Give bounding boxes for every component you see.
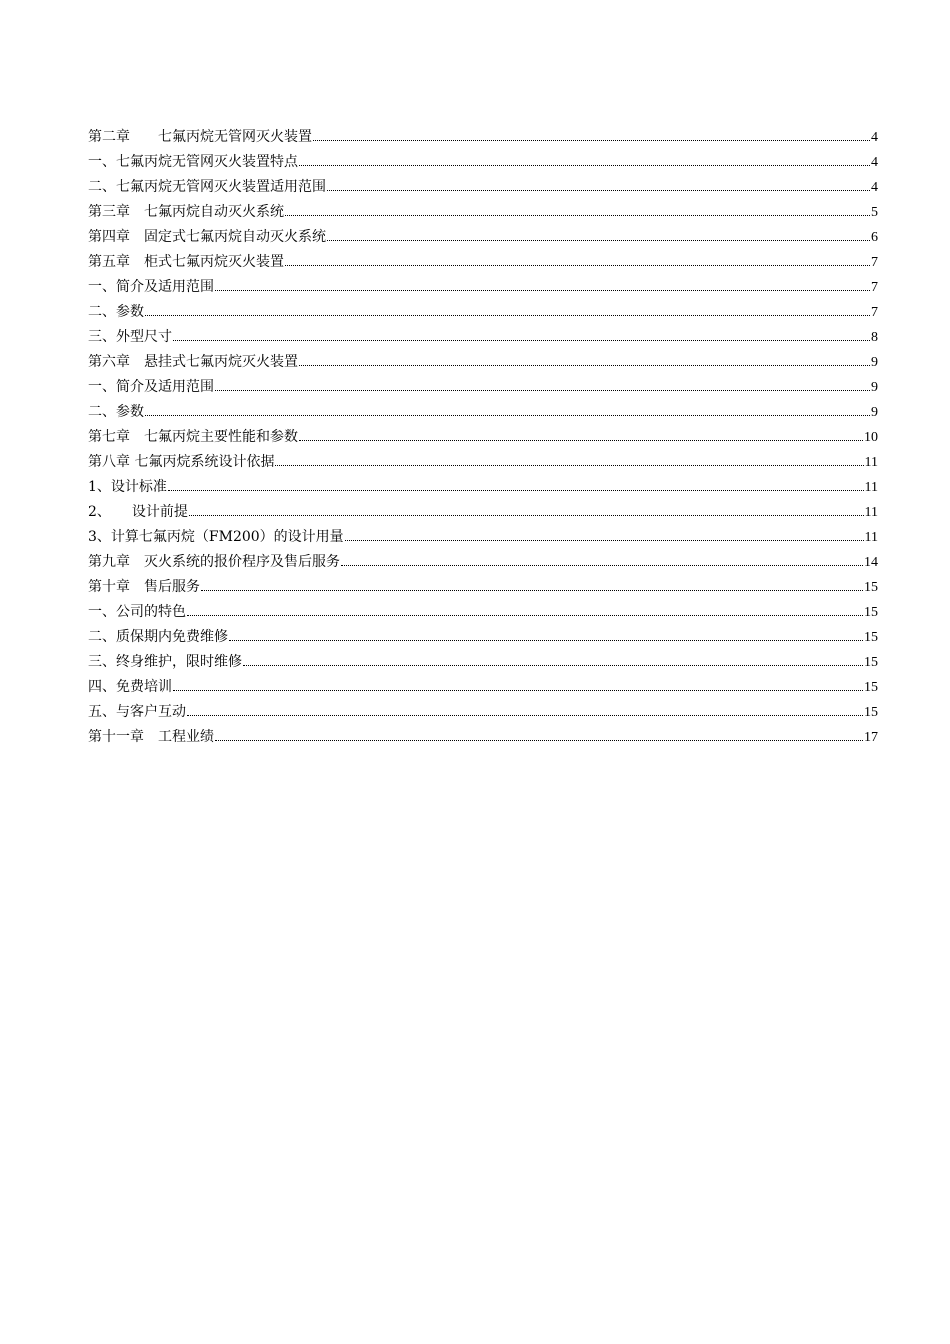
toc-entry-title: 一、简介及适用范围	[88, 379, 214, 395]
dot-leader	[215, 740, 863, 741]
toc-entry-title: 二、七氟丙烷无管网灭火装置适用范围	[88, 179, 326, 195]
dot-leader	[341, 565, 863, 566]
dot-leader	[229, 640, 863, 641]
toc-entry-section[interactable]	[88, 300, 878, 325]
toc-entry-section[interactable]	[88, 175, 878, 200]
toc-entry-chapter-11[interactable]	[88, 725, 878, 750]
toc-entry-chapter-7[interactable]	[88, 425, 878, 450]
toc-entry-title: 五、与客户互动	[88, 704, 186, 720]
toc-entry-title: 一、公司的特色	[88, 604, 186, 620]
toc-entry-title: 2、 设计前提	[88, 504, 188, 520]
toc-entry-title: 第四章 固定式七氟丙烷自动灭火系统	[88, 229, 326, 245]
toc-entry-title: 四、免费培训	[88, 679, 172, 695]
toc-entry-title: 第六章 悬挂式七氟丙烷灭火装置	[88, 354, 298, 370]
toc-entry-page-number: 6	[871, 230, 878, 245]
dot-leader	[313, 140, 870, 141]
toc-entry-page-number: 15	[864, 655, 878, 670]
toc-entry-page-number: 4	[871, 180, 878, 195]
dot-leader	[285, 215, 870, 216]
dot-leader	[327, 190, 870, 191]
dot-leader	[145, 415, 870, 416]
toc-entry-page-number: 7	[871, 305, 878, 320]
toc-entry-title: 3、计算七氟丙烷（FM200）的设计用量	[88, 529, 344, 545]
dot-leader	[285, 265, 870, 266]
dot-leader	[173, 340, 870, 341]
toc-entry-section[interactable]	[88, 150, 878, 175]
toc-entry-section[interactable]	[88, 675, 878, 700]
dot-leader	[173, 690, 863, 691]
dot-leader	[345, 540, 864, 541]
toc-entry-title: 第九章 灭火系统的报价程序及售后服务	[88, 554, 340, 570]
toc-entry-section[interactable]	[88, 375, 878, 400]
dot-leader	[299, 365, 870, 366]
toc-entry-title: 一、简介及适用范围	[88, 279, 214, 295]
dot-leader	[201, 590, 863, 591]
toc-entry-page-number: 14	[864, 555, 878, 570]
dot-leader	[168, 490, 864, 491]
dot-leader	[243, 665, 863, 666]
dot-leader	[275, 465, 863, 466]
toc-entry-title: 二、质保期内免费维修	[88, 629, 228, 645]
toc-entry-chapter-3[interactable]	[88, 200, 878, 225]
toc-entry-page-number: 7	[871, 280, 878, 295]
toc-entry-chapter-8[interactable]	[88, 450, 878, 475]
toc-entry-title: 第十一章 工程业绩	[88, 729, 214, 745]
toc-entry-page-number: 15	[864, 705, 878, 720]
dot-leader	[299, 165, 870, 166]
toc-entry-title: 一、七氟丙烷无管网灭火装置特点	[88, 154, 298, 170]
toc-entry-title: 第三章 七氟丙烷自动灭火系统	[88, 204, 284, 220]
toc-entry-section[interactable]	[88, 475, 878, 500]
toc-entry-title: 二、参数	[88, 404, 144, 420]
table-of-contents	[88, 125, 878, 750]
toc-entry-chapter-5[interactable]	[88, 250, 878, 275]
toc-entry-title: 第七章 七氟丙烷主要性能和参数	[88, 429, 298, 445]
toc-entry-title: 三、终身维护，限时维修	[88, 654, 242, 670]
toc-entry-page-number: 10	[864, 430, 878, 445]
toc-entry-page-number: 4	[871, 130, 878, 145]
toc-entry-title: 三、外型尺寸	[88, 329, 172, 345]
dot-leader	[215, 390, 870, 391]
dot-leader	[327, 240, 870, 241]
toc-entry-page-number: 9	[871, 380, 878, 395]
toc-entry-section[interactable]	[88, 700, 878, 725]
toc-entry-section[interactable]	[88, 275, 878, 300]
toc-entry-page-number: 4	[871, 155, 878, 170]
toc-entry-chapter-10[interactable]	[88, 575, 878, 600]
toc-entry-page-number: 5	[871, 205, 878, 220]
toc-entry-page-number: 7	[871, 255, 878, 270]
toc-entry-section[interactable]	[88, 400, 878, 425]
toc-entry-title: 第五章 柜式七氟丙烷灭火装置	[88, 254, 284, 270]
dot-leader	[187, 715, 863, 716]
toc-entry-title: 二、参数	[88, 304, 144, 320]
toc-entry-page-number: 15	[864, 630, 878, 645]
toc-entry-page-number: 11	[864, 480, 878, 495]
toc-entry-title: 1、设计标准	[88, 479, 167, 495]
toc-entry-page-number: 11	[864, 505, 878, 520]
dot-leader	[299, 440, 863, 441]
toc-entry-page-number: 15	[864, 605, 878, 620]
toc-entry-section[interactable]	[88, 625, 878, 650]
toc-entry-section[interactable]	[88, 325, 878, 350]
toc-entry-section[interactable]	[88, 525, 878, 550]
toc-entry-page-number: 15	[864, 680, 878, 695]
toc-entry-page-number: 8	[871, 330, 878, 345]
toc-entry-title: 第十章 售后服务	[88, 579, 200, 595]
dot-leader	[145, 315, 870, 316]
toc-entry-page-number: 9	[871, 405, 878, 420]
toc-entry-section[interactable]	[88, 500, 878, 525]
toc-entry-title: 第八章 七氟丙烷系统设计依据	[88, 454, 275, 470]
toc-entry-page-number: 15	[864, 580, 878, 595]
toc-entry-page-number: 17	[864, 730, 878, 745]
toc-entry-page-number: 11	[864, 455, 878, 470]
toc-entry-chapter-4[interactable]	[88, 225, 878, 250]
dot-leader	[187, 615, 863, 616]
toc-entry-chapter-9[interactable]	[88, 550, 878, 575]
toc-entry-section[interactable]	[88, 650, 878, 675]
toc-entry-page-number: 11	[864, 530, 878, 545]
toc-entry-chapter-2[interactable]	[88, 125, 878, 150]
toc-entry-section[interactable]	[88, 600, 878, 625]
toc-entry-chapter-6[interactable]	[88, 350, 878, 375]
toc-entry-title: 第二章 七氟丙烷无管网灭火装置	[88, 129, 312, 145]
dot-leader	[189, 515, 864, 516]
toc-entry-page-number: 9	[871, 355, 878, 370]
dot-leader	[215, 290, 870, 291]
